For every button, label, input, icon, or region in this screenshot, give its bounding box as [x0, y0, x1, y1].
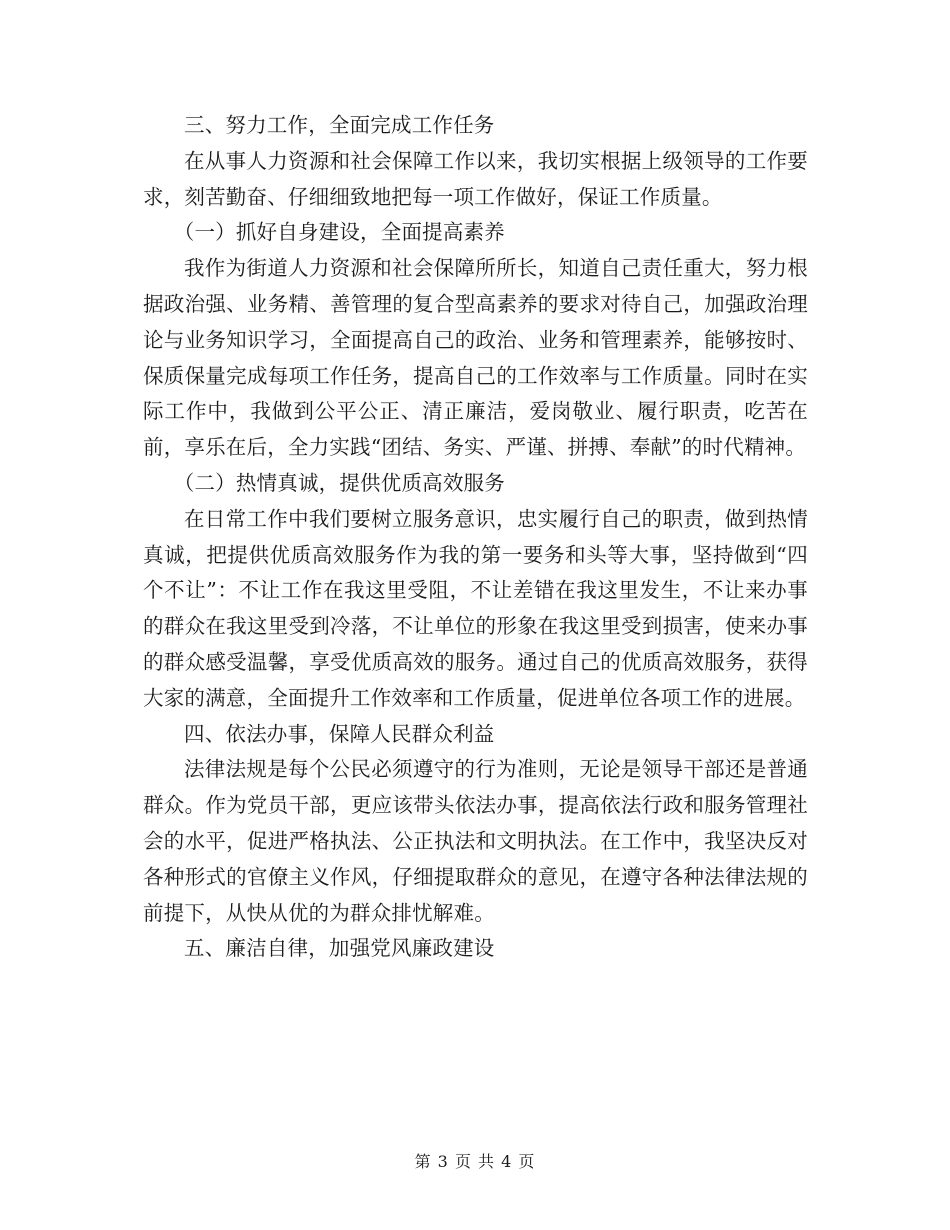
page-number: 第 3 页 共 4 页	[414, 1152, 536, 1171]
body-paragraph: 在日常工作中我们要树立服务意识，忠实履行自己的职责，做到热情真诚，把提供优质高效服务作为我的第一要务和头等大事，坚持做到“四个不让”：不让工作在我这里受阻，不让差错在我这里发生，不让来办事的群众在我这里受到冷落，不让单位的形象在我这里受到损害，使来办事的群众感受温馨，享受优质高效的服务。通过自己的优质高效服务，获得大家的满意，全面提升工作效率和工作质量，促进单位各项工作的进展。	[143, 506, 808, 710]
section-heading-3: 三、努力工作，全面完成工作任务	[184, 113, 495, 137]
section-heading-4: 四、依法办事，保障人民群众利益	[184, 721, 495, 746]
body-paragraph: 我作为街道人力资源和社会保障所所长，知道自己责任重大，努力根据政治强、业务精、善管理的复合型高素养的要求对待自己，加强政治理论与业务知识学习，全面提高自己的政治、业务和管理素养，能够按时、保质保量完成每项工作任务，提高自己的工作效率与工作质量。同时在实际工作中，我做到公平公正、清正廉洁，爱岗敬业、履行职责，吃苦在前，享乐在后，全力实践“团结、务实、严谨、拼搏、奉献”的时代精神。	[143, 256, 808, 460]
subsection-heading-2: （二）热情真诚，提供优质高效服务	[173, 470, 505, 495]
section-heading-5: 五、廉洁自律，加强党风廉政建设	[184, 936, 495, 961]
body-paragraph: 法律法规是每个公民必须遵守的行为准则，无论是领导干部还是普通群众。作为党员干部，更应该带头依法办事，提高依法行政和服务管理社会的水平，促进严格执法、公正执法和文明执法。在工作中，我坚决反对各种形式的官僚主义作风，仔细提取群众的意见，在遵守各种法律法规的前提下，从快从优的为群众排忧解难。	[143, 757, 808, 925]
document-body	[143, 108, 808, 967]
body-paragraph: 在从事人力资源和社会保障工作以来，我切实根据上级领导的工作要求，刻苦勤奋、仔细细致地把每一项工作做好，保证工作质量。	[143, 148, 808, 209]
subsection-heading-1: （一）抓好自身建设，全面提高素养	[173, 220, 505, 245]
